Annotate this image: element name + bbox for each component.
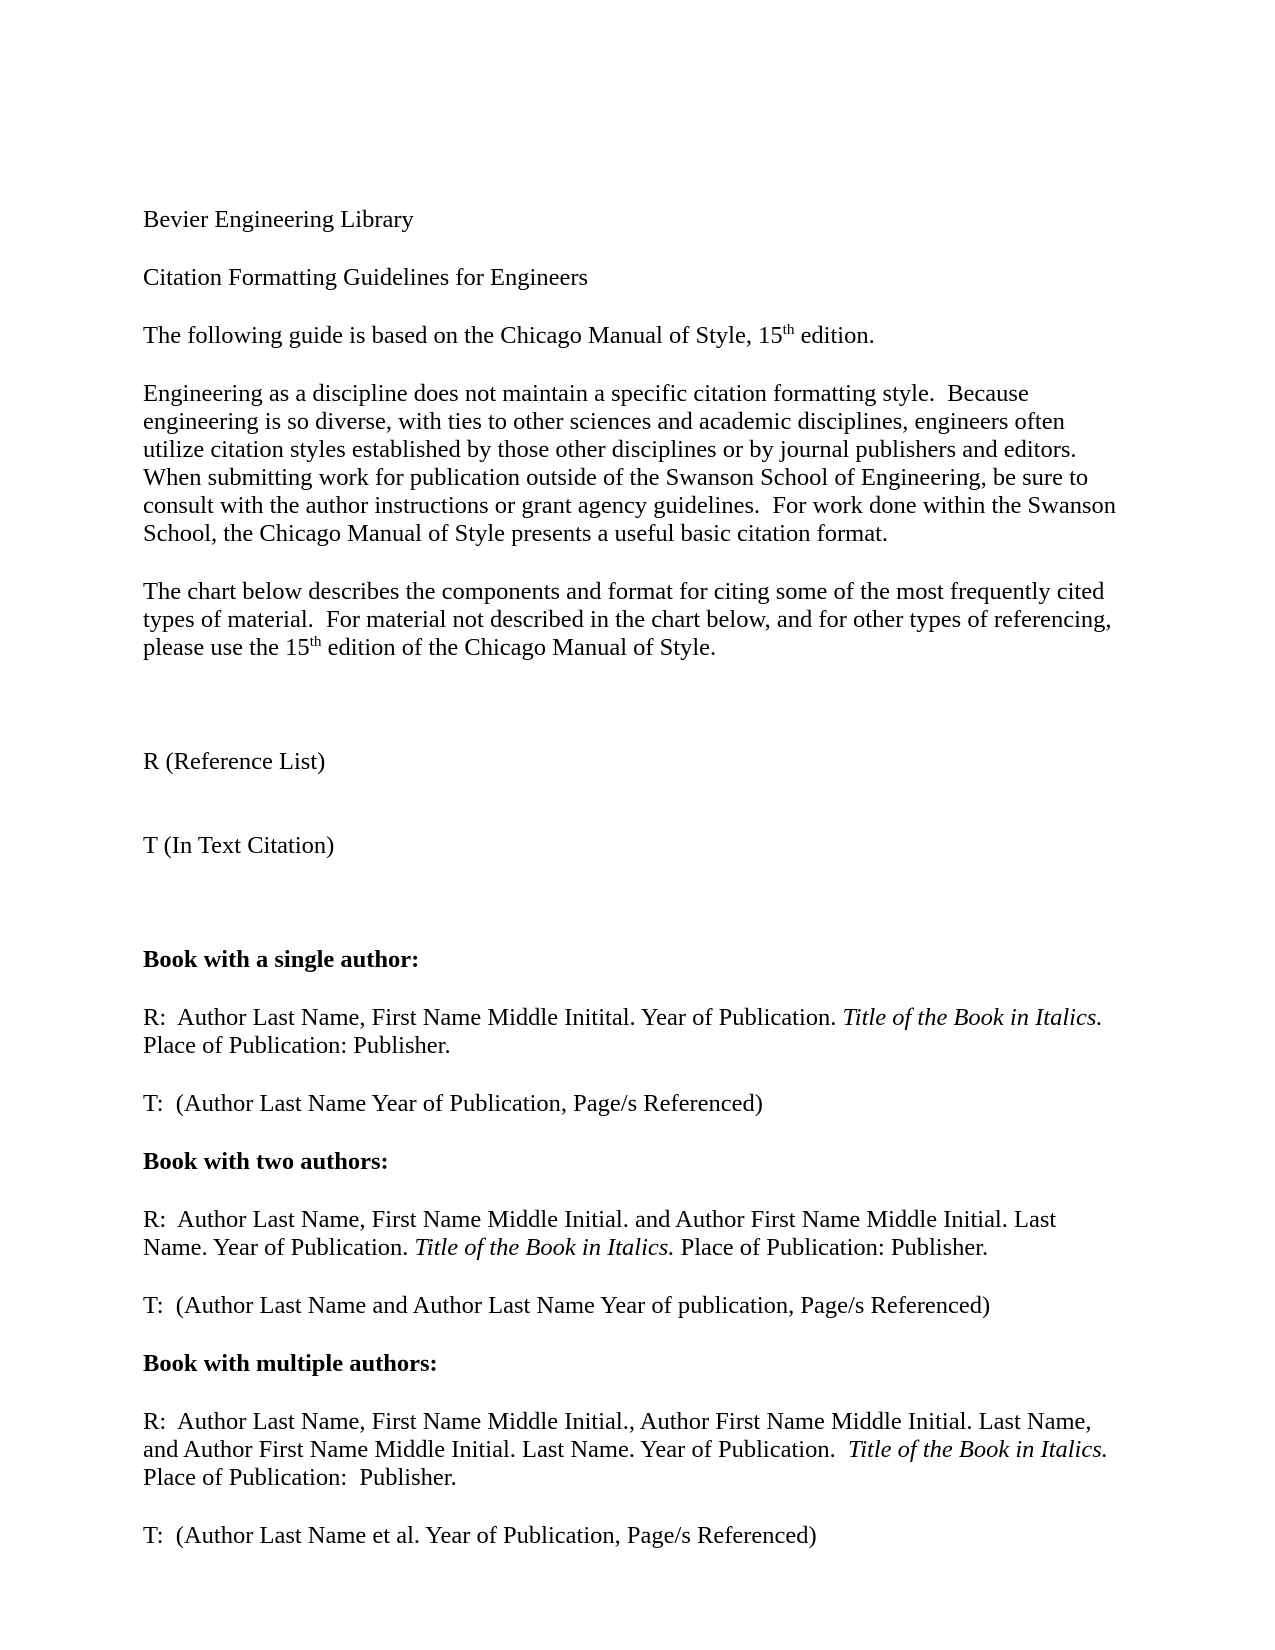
legend: [143, 692, 1125, 916]
reference-format-paragraph: R: Author Last Name, First Name Middle Initial., Author First Name Middle Initial. Last Name, and Author First Name Middle Initial. Last Name. Year of Publication. Title of the Book in Italics. Place of Publication: Publisher.: [143, 1408, 1121, 1491]
section-heading: Book with multiple authors:: [143, 1350, 438, 1377]
intro-line: The following guide is based on the Chicago Manual of Style, 15th edition.: [143, 320, 875, 349]
section-heading: Book with a single author:: [143, 946, 420, 973]
section-book-two-authors: [143, 1148, 1125, 1320]
chart-note-paragraph: The chart below describes the components and format for citing some of the most frequently cited types of material. For material not described in the chart below, and for other types of referencing, please use the 15th edition of the Chicago Manual of Style.: [143, 578, 1118, 661]
library-name-line: Bevier Engineering Library: [143, 206, 414, 233]
doc-title-line: Citation Formatting Guidelines for Engineers: [143, 264, 589, 291]
section-book-multiple-authors: [143, 1350, 1125, 1550]
section-book-single-author: [143, 946, 1125, 1118]
in-text-format-paragraph: T: (Author Last Name et al. Year of Publication, Page/s Referenced): [143, 1522, 817, 1549]
legend-in-text-citation-line: T (In Text Citation): [143, 832, 335, 859]
legend-reference-list-line: R (Reference List): [143, 748, 326, 775]
background-paragraph: Engineering as a discipline does not maintain a specific citation formatting style. Because engineering is so diverse, with ties to other sciences and academic disciplines, engineers often utilize citation styles established by those other disciplines or by journal publishers and editors. When submitting work for publication outside of the Swanson School of Engineering, be sure to consult with the author instructions or grant agency guidelines. For work done within the Swanson School, the Chicago Manual of Style presents a useful basic citation format.: [143, 380, 1123, 547]
in-text-format-paragraph: T: (Author Last Name Year of Publication, Page/s Referenced): [143, 1090, 763, 1117]
in-text-format-paragraph: T: (Author Last Name and Author Last Name Year of publication, Page/s Referenced): [143, 1292, 991, 1319]
reference-format-paragraph: R: Author Last Name, First Name Middle Initial. and Author First Name Middle Initial. Last Name. Year of Publication. Title of the Book in Italics. Place of Publication: Publisher.: [143, 1206, 1063, 1261]
section-heading: Book with two authors:: [143, 1148, 389, 1175]
reference-format-paragraph: R: Author Last Name, First Name Middle Initital. Year of Publication. Title of the Book in Italics. Place of Publication: Publisher.: [143, 1004, 1109, 1059]
